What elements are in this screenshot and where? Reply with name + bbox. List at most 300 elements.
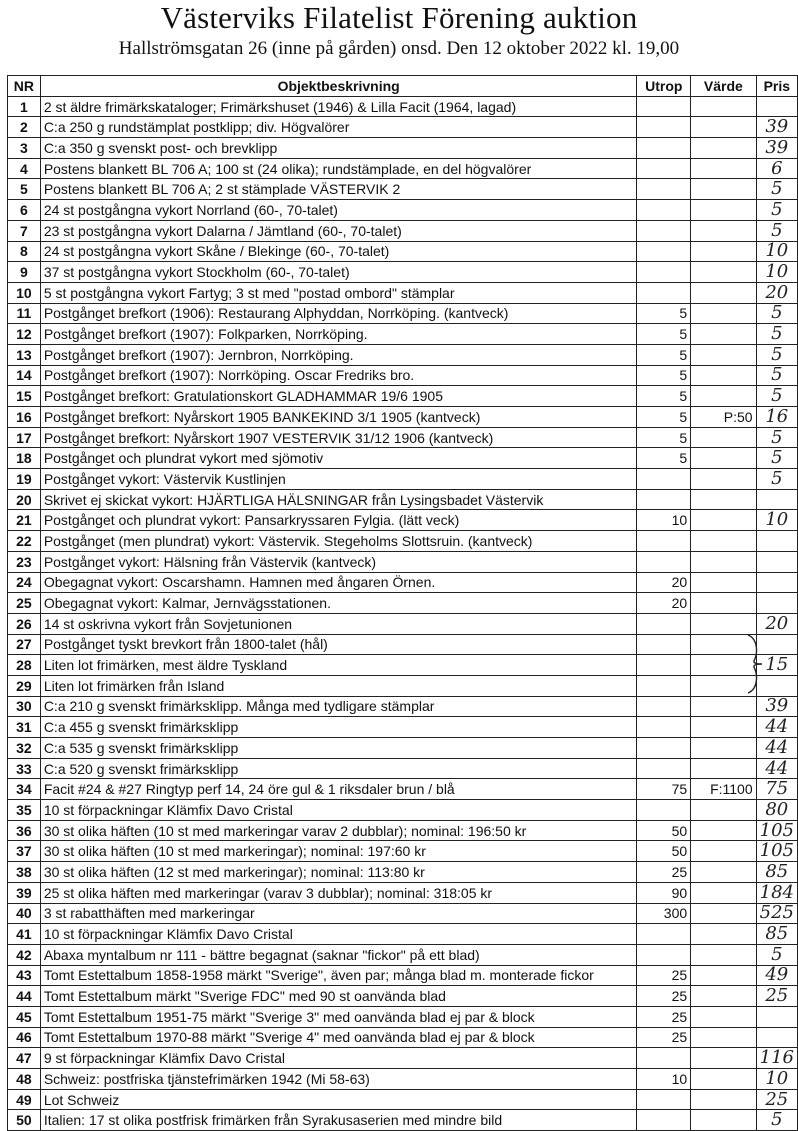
table-row: [8, 1069, 798, 1090]
lot-pris: 5: [756, 303, 797, 324]
lot-varde: [691, 613, 756, 634]
lot-utrop: 25: [637, 1027, 691, 1048]
lot-varde: [691, 1089, 756, 1110]
table-row: [8, 634, 798, 655]
lot-varde: [691, 179, 756, 200]
lot-description: Liten lot frimärken från Island: [40, 675, 637, 696]
lot-description: Postgånget brefkort: Nyårskort 1905 BANKEKIND 3/1 1905 (kantveck): [40, 407, 637, 428]
lot-description: Postgånget vykort: Hälsning från Västervik (kantveck): [40, 551, 637, 572]
lot-description: Italien: 17 st olika postfrisk frimärken från Syrakusaserien med mindre bild: [40, 1110, 637, 1131]
lot-description: Abaxa myntalbum nr 111 - bättre begagnat (saknar "fickor" på ett blad): [40, 944, 637, 965]
lot-description: 37 st postgångna vykort Stockholm (60-, 70-talet): [40, 262, 637, 283]
lot-utrop: [637, 655, 691, 676]
lot-number: 2: [8, 117, 41, 138]
table-row: [8, 427, 798, 448]
lot-utrop: 25: [637, 862, 691, 883]
lot-utrop: 5: [637, 324, 691, 345]
table-row: [8, 903, 798, 924]
lot-pris: 44: [756, 738, 797, 759]
lot-utrop: 25: [637, 965, 691, 986]
lot-varde: [691, 282, 756, 303]
lot-description: Lot Schweiz: [40, 1089, 637, 1110]
page-subtitle: Hallströmsgatan 26 (inne på gården) onsd. Den 12 oktober 2022 kl. 19,00: [118, 38, 680, 59]
lot-pris: 44: [756, 758, 797, 779]
lot-pris: 39: [756, 696, 797, 717]
lot-varde: [691, 1048, 756, 1069]
table-row: [8, 613, 798, 634]
lot-pris: 39: [756, 138, 797, 159]
lot-varde: [691, 800, 756, 821]
lot-number: 10: [8, 282, 41, 303]
lot-number: 1: [8, 96, 41, 117]
table-row: [8, 593, 798, 614]
lot-utrop: 5: [637, 407, 691, 428]
table-row: [8, 510, 798, 531]
table-row: [8, 386, 798, 407]
lot-varde: [691, 200, 756, 221]
lot-number: 19: [8, 469, 41, 490]
lot-pris: [756, 593, 797, 614]
lot-number: 20: [8, 489, 41, 510]
table-row: [8, 1089, 798, 1110]
lot-pris: [756, 489, 797, 510]
table-row: [8, 117, 798, 138]
lot-varde: [691, 1110, 756, 1131]
lot-description: Tomt Estettalbum 1858-1958 märkt "Sverige", även par; många blad m. monterade fickor: [40, 965, 637, 986]
lot-number: 29: [8, 675, 41, 696]
lot-pris: 5: [756, 179, 797, 200]
lot-varde: [691, 841, 756, 862]
table-row: [8, 158, 798, 179]
lot-varde: [691, 696, 756, 717]
table-header-row: [8, 76, 798, 97]
lot-description: Liten lot frimärken, mest äldre Tyskland: [40, 655, 637, 676]
lot-number: 28: [8, 655, 41, 676]
auction-table: [7, 75, 798, 1131]
table-row: [8, 696, 798, 717]
lot-number: 42: [8, 944, 41, 965]
lot-description: Postgånget brefkort (1907): Norrköping. Oscar Fredriks bro.: [40, 365, 637, 386]
lot-varde: [691, 572, 756, 593]
lot-varde: [691, 241, 756, 262]
lot-description: Obegagnat vykort: Kalmar, Jernvägsstationen.: [40, 593, 637, 614]
lot-varde: [691, 1069, 756, 1090]
lot-description: C:a 520 g svenskt frimärksklipp: [40, 758, 637, 779]
lot-number: 39: [8, 882, 41, 903]
lot-varde: [691, 986, 756, 1007]
lot-utrop: [637, 717, 691, 738]
lot-varde: [691, 220, 756, 241]
lot-description: 30 st olika häften (10 st med markeringar varav 2 dubblar); nominal: 196:50 kr: [40, 820, 637, 841]
lot-pris: 15: [756, 655, 797, 676]
table-row: [8, 738, 798, 759]
table-row: [8, 179, 798, 200]
lot-varde: [691, 924, 756, 945]
lot-utrop: [637, 738, 691, 759]
lot-number: 16: [8, 407, 41, 428]
lot-utrop: [637, 551, 691, 572]
lot-pris: 116: [756, 1048, 797, 1069]
table-row: [8, 841, 798, 862]
lot-pris: 44: [756, 717, 797, 738]
lot-number: 22: [8, 531, 41, 552]
lot-varde: [691, 489, 756, 510]
table-row: [8, 324, 798, 345]
lot-utrop: 5: [637, 386, 691, 407]
column-header-utrop: Utrop: [637, 76, 691, 97]
table-row: [8, 986, 798, 1007]
lot-varde: [691, 1006, 756, 1027]
table-row: [8, 1006, 798, 1027]
lot-varde: [691, 903, 756, 924]
lot-utrop: 90: [637, 882, 691, 903]
lot-utrop: 20: [637, 593, 691, 614]
lot-utrop: [637, 138, 691, 159]
page-title: Västerviks Filatelist Förening auktion: [160, 0, 638, 35]
table-row: [8, 800, 798, 821]
lot-description: 14 st oskrivna vykort från Sovjetunionen: [40, 613, 637, 634]
lot-pris: 105: [756, 841, 797, 862]
lot-utrop: 5: [637, 344, 691, 365]
lot-varde: [691, 324, 756, 345]
lot-utrop: [637, 117, 691, 138]
lot-varde: [691, 593, 756, 614]
lot-utrop: 5: [637, 303, 691, 324]
lot-varde: F:1100: [691, 779, 756, 800]
lot-number: 41: [8, 924, 41, 945]
table-row: [8, 1048, 798, 1069]
lot-pris: 5: [756, 469, 797, 490]
table-row: [8, 820, 798, 841]
lot-description: Obegagnat vykort: Oscarshamn. Hamnen med ångaren Örnen.: [40, 572, 637, 593]
lot-utrop: [637, 469, 691, 490]
lot-utrop: [637, 675, 691, 696]
lot-utrop: [637, 220, 691, 241]
lot-description: C:a 210 g svenskt frimärksklipp. Många med tydligare stämplar: [40, 696, 637, 717]
table-row: [8, 241, 798, 262]
lot-utrop: 5: [637, 365, 691, 386]
lot-pris: 75: [756, 779, 797, 800]
lot-utrop: [637, 158, 691, 179]
lot-utrop: [637, 282, 691, 303]
lot-pris: 10: [756, 262, 797, 283]
lot-utrop: [637, 613, 691, 634]
lot-number: 23: [8, 551, 41, 572]
lot-utrop: 25: [637, 986, 691, 1007]
lot-description: Tomt Estettalbum 1951-75 märkt "Sverige 3" med oanvända blad ej par & block: [40, 1006, 637, 1027]
lot-utrop: 25: [637, 1006, 691, 1027]
table-row: [8, 944, 798, 965]
lot-description: C:a 250 g rundstämplat postklipp; div. Högvalörer: [40, 117, 637, 138]
lot-pris: 10: [756, 241, 797, 262]
lot-pris: 5: [756, 200, 797, 221]
table-row: [8, 489, 798, 510]
column-header-nr: NR: [8, 76, 41, 97]
lot-description: 25 st olika häften med markeringar (varav 3 dubblar); nominal: 318:05 kr: [40, 882, 637, 903]
lot-varde: [691, 738, 756, 759]
lot-description: Postens blankett BL 706 A; 100 st (24 olika); rundstämplade, en del högvalörer: [40, 158, 637, 179]
lot-utrop: 50: [637, 820, 691, 841]
lot-number: 3: [8, 138, 41, 159]
lot-number: 14: [8, 365, 41, 386]
lot-description: Postgånget tyskt brevkort från 1800-talet (hål): [40, 634, 637, 655]
lot-pris: 5: [756, 1110, 797, 1131]
lot-pris: 85: [756, 924, 797, 945]
column-header-pris: Pris: [756, 76, 797, 97]
lot-utrop: [637, 634, 691, 655]
lot-pris: 10: [756, 510, 797, 531]
lot-pris: 5: [756, 344, 797, 365]
lot-varde: [691, 1027, 756, 1048]
lot-description: Postgånget vykort: Västervik Kustlinjen: [40, 469, 637, 490]
lot-utrop: 5: [637, 448, 691, 469]
lot-description: Schweiz: postfriska tjänstefrimärken 1942 (Mi 58-63): [40, 1069, 637, 1090]
table-row: [8, 924, 798, 945]
lot-description: Facit #24 & #27 Ringtyp perf 14, 24 öre gul & 1 riksdaler brun / blå: [40, 779, 637, 800]
lot-utrop: [637, 1110, 691, 1131]
lot-description: 2 st äldre frimärkskataloger; Frimärkshuset (1946) & Lilla Facit (1964, lagad): [40, 96, 637, 117]
column-header-description: Objektbeskrivning: [40, 76, 637, 97]
lot-utrop: [637, 200, 691, 221]
lot-pris: 5: [756, 448, 797, 469]
lot-number: 45: [8, 1006, 41, 1027]
lot-number: 36: [8, 820, 41, 841]
lot-utrop: 20: [637, 572, 691, 593]
table-row: [8, 262, 798, 283]
lot-pris: [756, 572, 797, 593]
lot-description: 24 st postgångna vykort Norrland (60-, 70-talet): [40, 200, 637, 221]
lot-utrop: [637, 800, 691, 821]
table-row: [8, 448, 798, 469]
lot-pris: [756, 531, 797, 552]
lot-number: 32: [8, 738, 41, 759]
lot-number: 31: [8, 717, 41, 738]
lot-number: 25: [8, 593, 41, 614]
lot-pris: [756, 551, 797, 572]
table-row: [8, 282, 798, 303]
lot-utrop: [637, 944, 691, 965]
lot-description: 24 st postgångna vykort Skåne / Blekinge (60-, 70-talet): [40, 241, 637, 262]
lot-utrop: 300: [637, 903, 691, 924]
table-row: [8, 407, 798, 428]
lot-number: 13: [8, 344, 41, 365]
lot-varde: [691, 469, 756, 490]
lot-utrop: 5: [637, 427, 691, 448]
lot-number: 6: [8, 200, 41, 221]
lot-description: Postgånget (men plundrat) vykort: Västervik. Stegeholms Slottsruin. (kantveck): [40, 531, 637, 552]
lot-varde: [691, 965, 756, 986]
lot-number: 44: [8, 986, 41, 1007]
lot-number: 47: [8, 1048, 41, 1069]
lot-number: 18: [8, 448, 41, 469]
lot-varde: [691, 386, 756, 407]
lot-utrop: [637, 489, 691, 510]
lot-number: 5: [8, 179, 41, 200]
lot-utrop: [637, 531, 691, 552]
lot-pris: 80: [756, 800, 797, 821]
lot-varde: P:50: [691, 407, 756, 428]
lot-varde: [691, 448, 756, 469]
lot-pris: 10: [756, 1069, 797, 1090]
lot-pris: 39: [756, 117, 797, 138]
table-row: [8, 758, 798, 779]
lot-varde: [691, 882, 756, 903]
lot-varde: [691, 944, 756, 965]
lot-varde: [691, 551, 756, 572]
table-row: [8, 1110, 798, 1131]
handwritten-brace: [744, 633, 766, 695]
lot-number: 12: [8, 324, 41, 345]
lot-description: Postgånget brefkort (1907): Folkparken, Norrköping.: [40, 324, 637, 345]
table-row: [8, 551, 798, 572]
lot-utrop: [637, 179, 691, 200]
lot-utrop: [637, 96, 691, 117]
lot-number: 49: [8, 1089, 41, 1110]
lot-utrop: [637, 758, 691, 779]
lot-description: 10 st förpackningar Klämfix Davo Cristal: [40, 924, 637, 945]
lot-number: 43: [8, 965, 41, 986]
table-row: [8, 675, 798, 696]
lot-utrop: [637, 262, 691, 283]
lot-description: 5 st postgångna vykort Fartyg; 3 st med "postad ombord" stämplar: [40, 282, 637, 303]
lot-number: 24: [8, 572, 41, 593]
lot-number: 37: [8, 841, 41, 862]
lot-description: 30 st olika häften (10 st med markeringar); nominal: 197:60 kr: [40, 841, 637, 862]
lot-number: 9: [8, 262, 41, 283]
table-row: [8, 138, 798, 159]
table-row: [8, 220, 798, 241]
lot-description: Postgånget brefkort: Gratulationskort GLADHAMMAR 19/6 1905: [40, 386, 637, 407]
lot-pris: 20: [756, 613, 797, 634]
lot-number: 11: [8, 303, 41, 324]
lot-pris: 20: [756, 282, 797, 303]
table-body: [8, 96, 798, 1130]
lot-pris: 25: [756, 986, 797, 1007]
lot-utrop: 10: [637, 1069, 691, 1090]
table-row: [8, 572, 798, 593]
lot-description: Skrivet ej skickat vykort: HJÄRTLIGA HÄLSNINGAR från Lysingsbadet Västervik: [40, 489, 637, 510]
lot-pris: 5: [756, 324, 797, 345]
lot-number: 38: [8, 862, 41, 883]
table-row: [8, 717, 798, 738]
lot-description: C:a 455 g svenskt frimärksklipp: [40, 717, 637, 738]
lot-pris: 6: [756, 158, 797, 179]
lot-description: 3 st rabatthäften med markeringar: [40, 903, 637, 924]
lot-pris: 49: [756, 965, 797, 986]
lot-number: 46: [8, 1027, 41, 1048]
lot-number: 8: [8, 241, 41, 262]
table-row: [8, 303, 798, 324]
lot-pris: 5: [756, 944, 797, 965]
table-row: [8, 965, 798, 986]
lot-description: Postens blankett BL 706 A; 2 st stämplade VÄSTERVIK 2: [40, 179, 637, 200]
lot-description: C:a 535 g svenskt frimärksklipp: [40, 738, 637, 759]
table-row: [8, 200, 798, 221]
table-row: [8, 655, 798, 676]
lot-varde: [691, 717, 756, 738]
table-row: [8, 862, 798, 883]
lot-number: 35: [8, 800, 41, 821]
lot-description: Postgånget brefkort (1907): Jernbron, Norrköping.: [40, 344, 637, 365]
column-header-varde: Värde: [691, 76, 756, 97]
lot-description: Postgånget och plundrat vykort med sjömotiv: [40, 448, 637, 469]
lot-pris: [756, 1027, 797, 1048]
table-row: [8, 779, 798, 800]
lot-varde: [691, 262, 756, 283]
lot-pris: 5: [756, 386, 797, 407]
lot-pris: 184: [756, 882, 797, 903]
lot-number: 7: [8, 220, 41, 241]
lot-varde: [691, 758, 756, 779]
lot-description: 10 st förpackningar Klämfix Davo Cristal: [40, 800, 637, 821]
lot-description: Postgånget brefkort (1906): Restaurang Alphyddan, Norrköping. (kantveck): [40, 303, 637, 324]
lot-utrop: 10: [637, 510, 691, 531]
lot-varde: [691, 531, 756, 552]
lot-pris: 5: [756, 427, 797, 448]
lot-description: C:a 350 g svenskt post- och brevklipp: [40, 138, 637, 159]
lot-utrop: [637, 1048, 691, 1069]
lot-varde: [691, 820, 756, 841]
lot-varde: [691, 138, 756, 159]
table-row: [8, 1027, 798, 1048]
lot-varde: [691, 510, 756, 531]
lot-pris: 25: [756, 1089, 797, 1110]
lot-number: 27: [8, 634, 41, 655]
table-row: [8, 469, 798, 490]
table-row: [8, 344, 798, 365]
lot-utrop: 75: [637, 779, 691, 800]
lot-varde: [691, 117, 756, 138]
lot-varde: [691, 862, 756, 883]
lot-pris: 85: [756, 862, 797, 883]
lot-varde: [691, 365, 756, 386]
table-row: [8, 365, 798, 386]
table-row: [8, 882, 798, 903]
lot-pris: 5: [756, 220, 797, 241]
lot-description: 23 st postgångna vykort Dalarna / Jämtland (60-, 70-talet): [40, 220, 637, 241]
lot-pris: 5: [756, 365, 797, 386]
table-row: [8, 96, 798, 117]
lot-pris: [756, 1006, 797, 1027]
lot-number: 17: [8, 427, 41, 448]
table-row: [8, 531, 798, 552]
lot-varde: [691, 158, 756, 179]
lot-number: 50: [8, 1110, 41, 1131]
lot-description: Tomt Estettalbum 1970-88 märkt "Sverige 4" med oanvända blad ej par & block: [40, 1027, 637, 1048]
lot-utrop: [637, 241, 691, 262]
lot-varde: [691, 303, 756, 324]
lot-number: 4: [8, 158, 41, 179]
lot-varde: [691, 96, 756, 117]
lot-utrop: 50: [637, 841, 691, 862]
lot-number: 26: [8, 613, 41, 634]
lot-utrop: [637, 1089, 691, 1110]
lot-utrop: [637, 696, 691, 717]
lot-description: Postgånget brefkort: Nyårskort 1907 VESTERVIK 31/12 1906 (kantveck): [40, 427, 637, 448]
lot-number: 48: [8, 1069, 41, 1090]
lot-description: 9 st förpackningar Klämfix Davo Cristal: [40, 1048, 637, 1069]
lot-pris: 105: [756, 820, 797, 841]
lot-pris: [756, 96, 797, 117]
lot-varde: [691, 344, 756, 365]
lot-pris: 525: [756, 903, 797, 924]
lot-number: 40: [8, 903, 41, 924]
lot-description: 30 st olika häften (12 st med markeringar); nominal: 113:80 kr: [40, 862, 637, 883]
lot-description: Postgånget och plundrat vykort: Pansarkryssaren Fylgia. (lätt veck): [40, 510, 637, 531]
lot-utrop: [637, 924, 691, 945]
lot-number: 15: [8, 386, 41, 407]
lot-description: Tomt Estettalbum märkt "Sverige FDC" med 90 st oanvända blad: [40, 986, 637, 1007]
